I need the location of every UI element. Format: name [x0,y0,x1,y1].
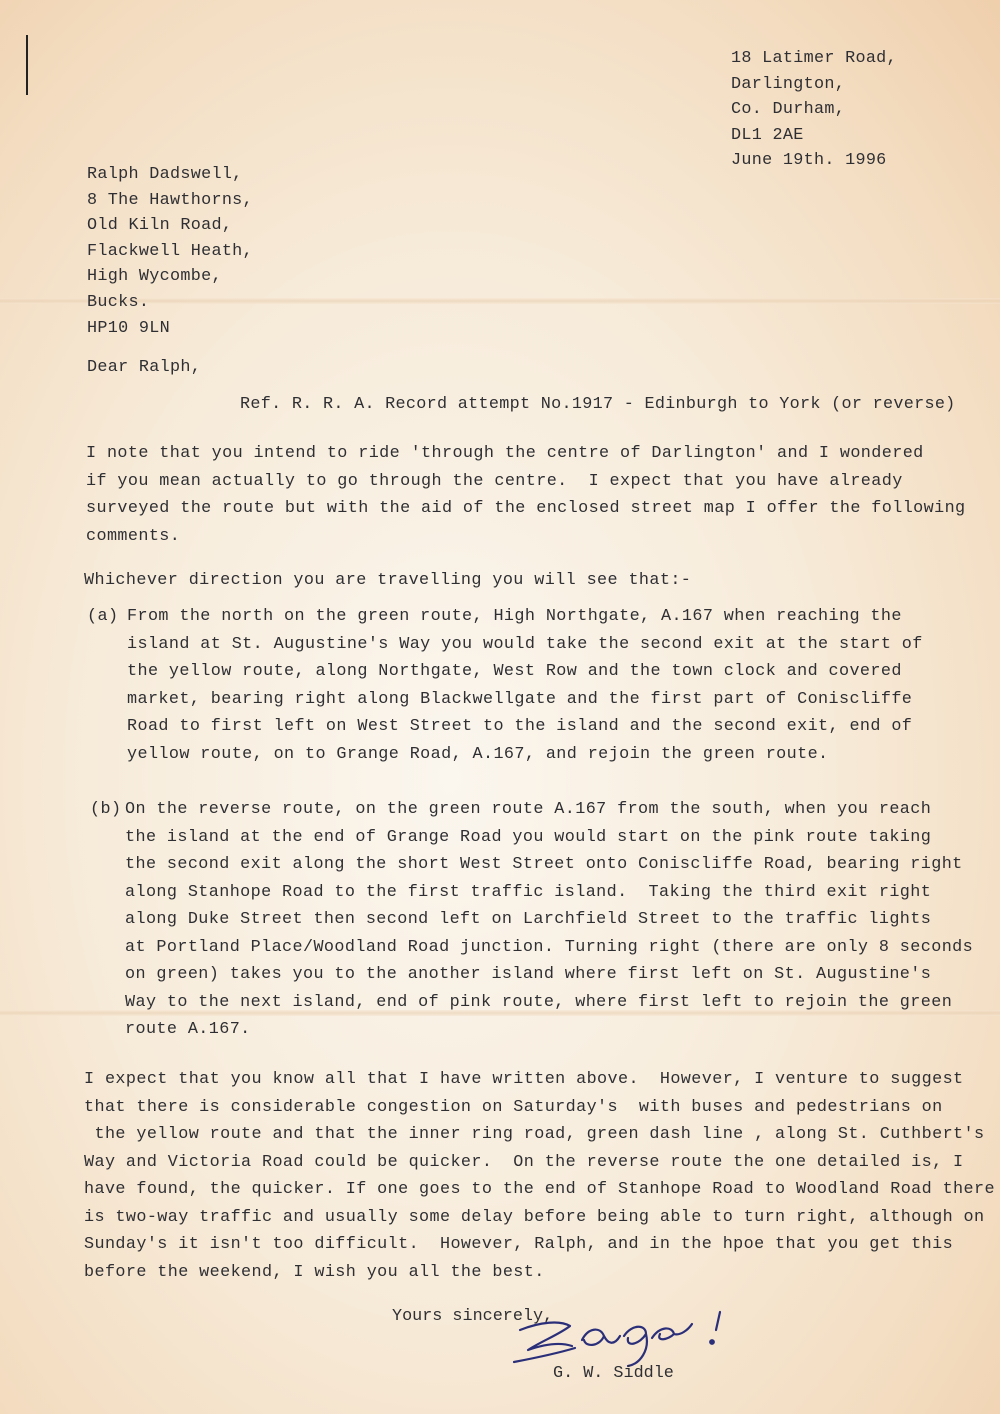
paragraph-line: the yellow route, along Northgate, West Row and the town clock and covered [127,662,902,681]
paragraph-line: market, bearing right along Blackwellgate and the first part of Coniscliffe [127,689,913,709]
complimentary-close: Yours sincerely, [392,1307,554,1326]
recipient-line: Ralph Dadswell, [87,165,243,184]
recipient-line: Flackwell Heath, [87,241,253,261]
list-marker: (b) [90,800,122,819]
paragraph-line: the island at the end of Grange Road you would start on the pink route taking [125,827,932,847]
recipient-line: Bucks. [87,292,150,312]
paragraph-line: Road to first left on West Street to the island and the second exit, end of [127,717,913,736]
margin-mark [26,35,28,95]
paragraph-closing [84,1066,995,1286]
paragraph-line: on green) takes you to the another island where first left on St. Augustine's [125,965,932,984]
paragraph-line: along Stanhope Road to the first traffic island. Taking the third exit right [125,882,932,902]
reference-line: Ref. R. R. A. Record attempt No.1917 - Edinburgh to York (or reverse) [240,395,956,414]
signed-name: G. W. Siddle [553,1364,674,1383]
paragraph-line: I expect that you know all that I have written above. However, I venture to suggest [84,1070,964,1089]
paragraph-line: route A.167. [125,1020,251,1039]
sender-line: 18 Latimer Road, [731,49,897,68]
sender-address [731,46,897,174]
paragraph-line: comments. [86,526,181,546]
paragraph-line: have found, the quicker. If one goes to the end of Stanhope Road to Woodland Road there [84,1180,995,1199]
paragraph-line: the yellow route and that the inner ring road, green dash line , along St. Cuthbert's [84,1125,985,1144]
paragraph-line: On the reverse route, on the green route A.167 from the south, when you reach [125,800,932,819]
paragraph-line: surveyed the route but with the aid of the enclosed street map I offer the following [86,499,966,518]
list-marker: (a) [87,607,119,626]
paragraph-line: at Portland Place/Woodland Road junction. Turning right (there are only 8 seconds [125,937,974,957]
letter-date: June 19th. 1996 [731,151,887,171]
paragraph-line: Way and Victoria Road could be quicker. On the reverse route the one detailed is, I [84,1152,964,1172]
paragraph-line: yellow route, on to Grange Road, A.167, and rejoin the green route. [127,744,829,764]
paragraph-line: if you mean actually to go through the centre. I expect that you have already [86,471,903,491]
list-item-text [125,796,973,1044]
paragraph-line: that there is considerable congestion on Saturday's with buses and pedestrians on [84,1097,943,1117]
recipient-line: High Wycombe, [87,267,222,287]
recipient-line: 8 The Hawthorns, [87,190,253,210]
sender-line: Darlington, [731,74,846,94]
recipient-address [87,162,253,341]
paragraph-line: along Duke Street then second left on Larchfield Street to the traffic lights [125,910,932,929]
paragraph-line: the second exit along the short West Street onto Coniscliffe Road, bearing right [125,855,963,874]
paragraph-line: I note that you intend to ride 'through the centre of Darlington' and I wondered [86,444,924,463]
list-intro [84,567,691,595]
recipient-line: Old Kiln Road, [87,216,233,236]
paragraph-line: island at St. Augustine's Way you would take the second exit at the start of [127,634,923,654]
paragraph-line: before the weekend, I wish you all the best. [84,1262,545,1282]
recipient-line: HP10 9LN [87,318,170,338]
list-item-text [127,603,923,768]
sender-line: DL1 2AE [731,125,804,145]
paragraph-1 [86,440,966,550]
sender-line: Co. Durham, [731,100,846,120]
paragraph-line: is two-way traffic and usually some delay before being able to turn right, although on [84,1207,985,1227]
paragraph-line: From the north on the green route, High Northgate, A.167 when reaching the [127,607,902,626]
paragraph-line: Sunday's it isn't too difficult. However, Ralph, and in the hpoe that you get this [84,1235,954,1254]
paragraph-line: Way to the next island, end of pink route, where first left to rejoin the green [125,992,953,1012]
paragraph-line: Whichever direction you are travelling you will see that:- [84,571,692,590]
salutation: Dear Ralph, [87,358,202,377]
